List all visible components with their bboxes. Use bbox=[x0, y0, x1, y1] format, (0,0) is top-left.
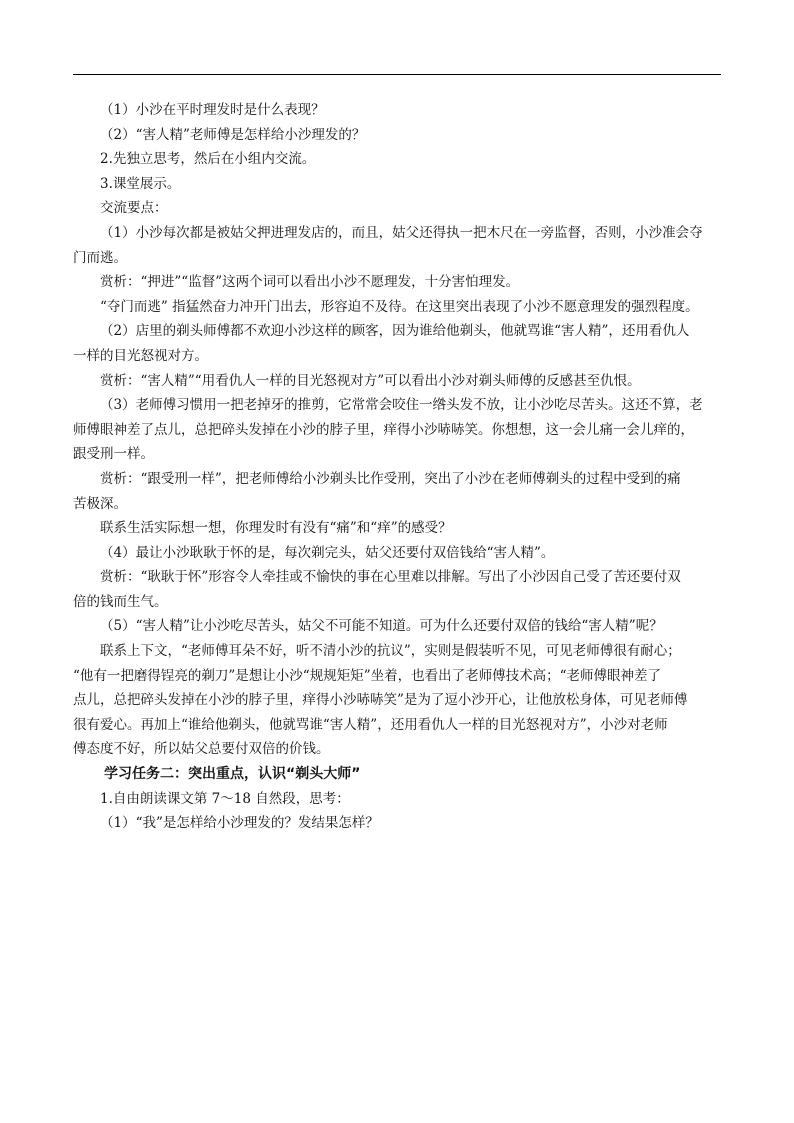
context-line-3: 点儿，总把碎头发掉在小沙的脖子里，痒得小沙哧哧笑”是为了逗小沙开心，让他放松身体，可见老师傅 bbox=[73, 692, 688, 709]
analysis-4-line-2: 倍的钱而生气。 bbox=[73, 593, 168, 610]
analysis-4-line-1: 赏析：“耿耿于怀”形容令人牵挂或不愉快的事在心里难以排解。写出了小沙因自己受了苦还要付双 bbox=[100, 569, 681, 586]
point-3-line-1: （3）老师傅习惯用一把老掉牙的推剪，它常常会咬住一绺头发不放，让小沙吃尽苦头。这还不算，老 bbox=[100, 397, 703, 414]
life-connection: 联系生活实际想一想，你理发时有没有“痛”和“痒”的感受？ bbox=[100, 520, 452, 537]
task-2-step-1: 1.自由朗读课文第 7～18 自然段，思考： bbox=[100, 790, 350, 807]
point-3-line-3: 跟受刑一样。 bbox=[73, 446, 154, 463]
step-3: 3.课堂展示。 bbox=[100, 175, 181, 192]
context-line-4: 很有爱心。再加上“谁给他剃头，他就骂谁“害人精”，还用看仇人一样的目光怒视对方”，小沙对老师 bbox=[73, 716, 668, 733]
analysis-3-line-2: 苦极深。 bbox=[73, 495, 127, 512]
key-points-label: 交流要点： bbox=[100, 200, 168, 217]
point-1-line-1: （1）小沙每次都是被姑父押进理发店的，而且，姑父还得执一把木尺在一旁监督，否则，小沙准会夺 bbox=[100, 224, 703, 241]
analysis-2: 赏析：“害人精”“用看仇人一样的目光怒视对方”可以看出小沙对剃头师傅的反感甚至仇恨。 bbox=[100, 372, 641, 389]
point-2-line-1: （2）店里的剃头师傅都不欢迎小沙这样的顾客，因为谁给他剃头，他就骂谁“害人精”，还用看仇人 bbox=[100, 323, 690, 340]
point-4: （4）最让小沙耿耿于怀的是，每次剃完头，姑父还要付双倍钱给“害人精”。 bbox=[100, 544, 555, 561]
analysis-1b: “夺门而逃” 指猛然奋力冲开门出去，形容迫不及待。在这里突出表现了小沙不愿意理发的强烈程度。 bbox=[100, 298, 699, 315]
context-line-1: 联系上下文，“老师傅耳朵不好，听不清小沙的抗议”，实则是假装听不见，可见老师傅很有耐心； bbox=[100, 643, 681, 660]
document-body bbox=[73, 98, 723, 836]
point-2-line-2: 一样的目光怒视对方。 bbox=[73, 347, 208, 364]
context-line-5: 傅态度不好，所以姑父总要付双倍的价钱。 bbox=[73, 741, 330, 758]
header-rule bbox=[73, 74, 721, 75]
point-3-line-2: 师傅眼神差了点儿，总把碎头发掉在小沙的脖子里，痒得小沙哧哧笑。你想想，这一会儿痛一会儿痒的， bbox=[73, 421, 694, 438]
question-2: （2）“害人精”老师傅是怎样给小沙理发的？ bbox=[100, 126, 366, 143]
question-1: （1）小沙在平时理发时是什么表现？ bbox=[100, 102, 325, 118]
context-line-2: “他有一把磨得锃亮的剃刀”是想让小沙“规规矩矩”坐着，也看出了老师傅技术高；“老师傅眼神差了 bbox=[73, 667, 662, 684]
analysis-1a: 赏析：“押进”“监督”这两个词可以看出小沙不愿理发，十分害怕理发。 bbox=[100, 274, 520, 291]
point-5: （5）“害人精”让小沙吃尽苦头，姑父不可能不知道。可为什么还要付双倍的钱给“害人精”呢？ bbox=[100, 618, 663, 635]
task-2-heading: 学习任务二：突出重点，认识“剃头大师” bbox=[104, 766, 361, 783]
step-2: 2.先独立思考，然后在小组内交流。 bbox=[100, 151, 316, 168]
task-2-question-1: （1）“我”是怎样给小沙理发的？发结果怎样？ bbox=[100, 815, 379, 832]
analysis-3-line-1: 赏析：“跟受刑一样”，把老师傅给小沙剃头比作受刑，突出了小沙在老师傅剃头的过程中受到的痛 bbox=[100, 470, 681, 487]
point-1-line-2: 门而逃。 bbox=[73, 249, 127, 266]
